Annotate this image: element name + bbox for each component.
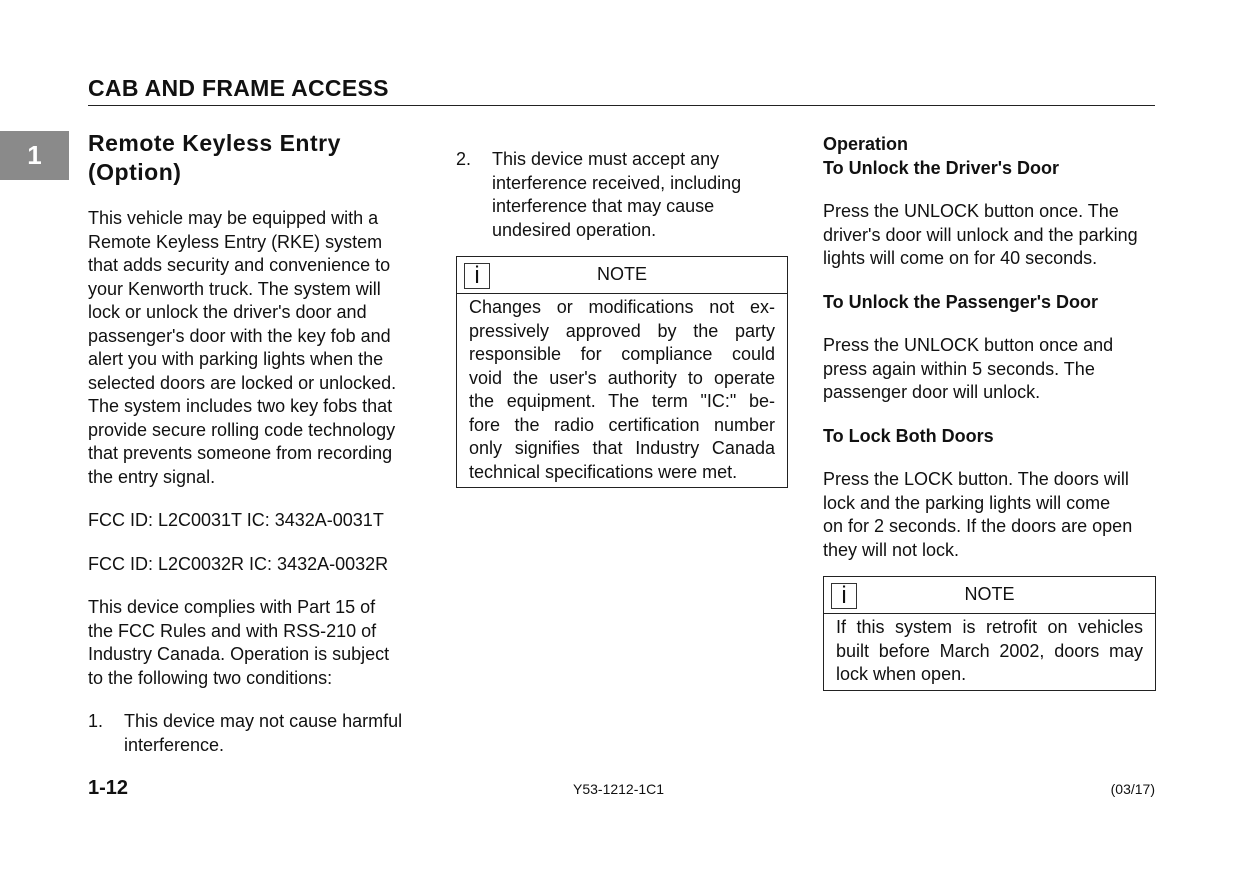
text-line: interference received, including (492, 172, 742, 193)
text-line: responsible for compliance could (469, 344, 775, 364)
text-line: lights will come on for 40 seconds. (823, 248, 1098, 268)
text-line: (Option) (88, 159, 182, 185)
fcc-id-2: FCC ID: L2C0032R IC: 3432A-0032R (88, 553, 389, 574)
section-header: CAB AND FRAME ACCESS (88, 75, 389, 101)
text-line: fore the radio certification number (469, 414, 775, 435)
text-line: built before March 2002, doors may (836, 640, 1143, 661)
text-line: Changes or modifications not ex- (469, 297, 775, 317)
lock-heading: To Lock Both Doors (823, 425, 994, 446)
text-line: Press the UNLOCK button once and (823, 335, 1114, 355)
fcc-id-1: FCC ID: L2C0031T IC: 3432A-0031T (88, 510, 384, 530)
text-line: This vehicle may be equipped with a (88, 208, 379, 228)
item-number: 2. (456, 149, 472, 169)
text-line: interference that may cause (492, 196, 715, 216)
document-id: Y53-1212-1C1 (573, 781, 665, 797)
text-line: Remote Keyless Entry (88, 130, 341, 156)
text-line: If this system is retrofit on vehicles (836, 617, 1143, 637)
text-line: to the following two conditions: (88, 667, 333, 688)
text-line: pressively approved by the party (469, 320, 775, 341)
condition-item-1 (88, 710, 428, 757)
note-box (823, 576, 1156, 691)
text-line: This device complies with Part 15 of (88, 597, 376, 617)
note-box (456, 256, 788, 488)
info-icon: i (464, 263, 490, 289)
text-line: the FCC Rules and with RSS-210 of (88, 620, 377, 641)
text-line: Press the LOCK button. The doors will (823, 469, 1129, 489)
text-line: they will not lock. (823, 539, 960, 560)
lock-text (823, 468, 1156, 562)
text-line: lock when open. (836, 664, 967, 684)
revision-date: (03/17) (1110, 781, 1155, 797)
text-line: technical specifications were met. (469, 461, 738, 482)
text-line: lock and the parking lights will come (823, 492, 1111, 513)
text-line: your Kenworth truck. The system will (88, 278, 381, 299)
text-line: that prevents someone from recording (88, 443, 393, 463)
unlock-driver-text (823, 200, 1156, 271)
note-text (457, 294, 787, 487)
item-text (492, 148, 741, 242)
text-line: Remote Keyless Entry (RKE) system (88, 231, 383, 252)
unlock-passenger-heading: To Unlock the Passenger's Door (823, 291, 1099, 312)
text-line: Press the UNLOCK button once. The (823, 201, 1119, 221)
text-line: only signifies that Industry Canada (469, 438, 775, 458)
note-header (824, 577, 1155, 614)
item-number: 1. (88, 711, 104, 731)
text-line: on for 2 seconds. If the doors are open (823, 516, 1133, 536)
unlock-passenger-text (823, 334, 1156, 405)
text-line: alert you with parking lights when the (88, 349, 384, 369)
section-title (88, 129, 428, 187)
text-line: provide secure rolling code technology (88, 419, 396, 440)
column-1 (88, 129, 428, 757)
text-line: press again within 5 seconds. The (823, 358, 1095, 379)
operation-heading: Operation (823, 134, 909, 154)
text-line: passenger door will unlock. (823, 382, 1041, 402)
text-line: passenger's door with the key fob and (88, 325, 391, 346)
header-rule (88, 105, 1155, 106)
text-line: undesired operation. (492, 219, 657, 240)
text-line: selected doors are locked or unlocked. (88, 372, 397, 393)
text-line: void the user's authority to operate (469, 367, 775, 388)
text-line: that adds security and convenience to (88, 255, 391, 275)
note-label: NOTE (964, 584, 1015, 605)
note-text (824, 614, 1155, 690)
text-line: interference. (124, 734, 225, 755)
chapter-tab: 1 (0, 131, 69, 180)
item-text (124, 710, 402, 757)
text-line: lock or unlock the driver's door and (88, 302, 367, 322)
compliance-paragraph (88, 596, 428, 690)
unlock-driver-heading: To Unlock the Driver's Door (823, 157, 1059, 178)
text-line: Industry Canada. Operation is subject (88, 644, 390, 664)
intro-paragraph (88, 207, 428, 489)
text-line: driver's door will unlock and the parking (823, 224, 1138, 245)
note-header (457, 257, 787, 294)
text-line: the equipment. The term "IC:" be- (469, 391, 775, 411)
column-2 (456, 148, 788, 488)
text-line: This device must accept any (492, 149, 720, 169)
note-label: NOTE (596, 264, 647, 285)
text-line: This device may not cause harmful (124, 711, 403, 731)
condition-item-2 (456, 148, 788, 242)
page-number: 1-12 (88, 777, 129, 799)
column-3 (823, 133, 1156, 691)
text-line: The system includes two key fobs that (88, 396, 393, 416)
text-line: the entry signal. (88, 466, 216, 487)
info-icon: i (831, 583, 857, 609)
